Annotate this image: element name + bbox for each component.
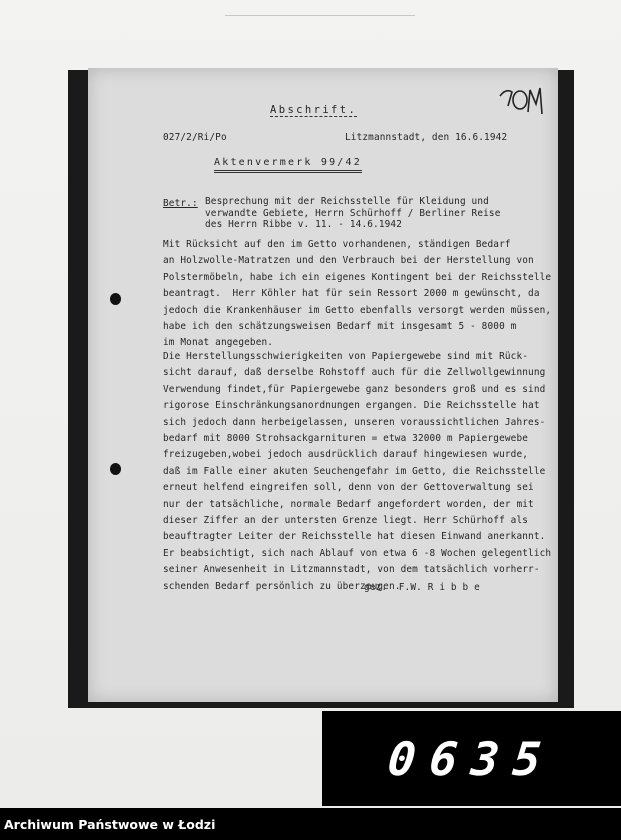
scan-edge-line bbox=[225, 15, 415, 16]
frame-number: 0635 bbox=[385, 731, 558, 786]
handwritten-mark-icon bbox=[498, 82, 546, 118]
punch-hole-top bbox=[110, 293, 121, 305]
frame-number-box bbox=[322, 711, 621, 806]
reference-code: 027/2/Ri/Po bbox=[163, 132, 227, 143]
document-heading: Abschrift. bbox=[270, 104, 358, 116]
punch-hole-bottom bbox=[110, 463, 121, 475]
body-paragraph-2: Die Herstellungsschwierigkeiten von Papiergewebe sind mit Rück- sicht darauf, daß derselbe Rohstoff auch für die Zellwollgewinnung Verwendung findet,für Papiergewebe ganz besonders groß und es sind rigorose Einschränkungsanordnungen ergangen. Die Reichsstelle hat sich jedoch dann herbeigelassen, unseren voraussichtlichen Jahres- bedarf mit 8000 Strohsackgarnituren = etwa 32000 m Papiergewebe freizugeben,wobei jedoch ausdrücklich darauf hingewiesen wurde, daß im Falle einer akuten Seuchengefahr im Getto, die Reichsstelle erneut helfend eingreifen soll, denn von der Gettoverwaltung sei nur der tatsächliche, normale Bedarf angefordert worden, der mit dieser Ziffer an der untersten Grenze liegt. Herr Schürhoff als beauftragter Leiter der Reichsstelle hat diesen Einwand anerkannt. Er beabsichtigt, sich nach Ablauf von etwa 6 -8 Wochen gelegentlich seiner Anwesenheit in Litzmannstadt, von dem tatsächlich vorherr- schenden Bedarf persönlich zu überzeugen. bbox=[163, 351, 552, 592]
body-paragraph-1: Mit Rücksicht auf den im Getto vorhandenen, ständigen Bedarf an Holzwolle-Matratzen und den Verbrauch bei der Herstellung von Polstermöbeln, habe ich ein eigenes Kontingent bei der Reichsstelle beantragt. Herr Köhler hat für sein Ressort 2000 m gewünscht, da jedoch die Krankenhäuser im Getto ebenfalls versorgt werden müssen, habe ich den schätzungsweisen Bedarf mit insgesamt 5 - 8000 m im Monat angegeben. bbox=[163, 239, 552, 349]
archive-name: Archiwum Państwowe w Łodzi bbox=[4, 816, 216, 832]
archive-footer bbox=[0, 808, 621, 840]
place-date: Litzmannstadt, den 16.6.1942 bbox=[345, 132, 508, 143]
note-title: Aktenvermerk 99/42 bbox=[214, 157, 362, 173]
subject-label: Betr.: bbox=[163, 198, 198, 209]
signature-line: gez. F.W. R i b b e bbox=[364, 582, 480, 593]
subject-text: Besprechung mit der Reichsstelle für Kleidung und verwandte Gebiete, Herrn Schürhoff / Berliner Reise des Herrn Ribbe v. 11. - 14.6.1942 bbox=[205, 196, 501, 230]
